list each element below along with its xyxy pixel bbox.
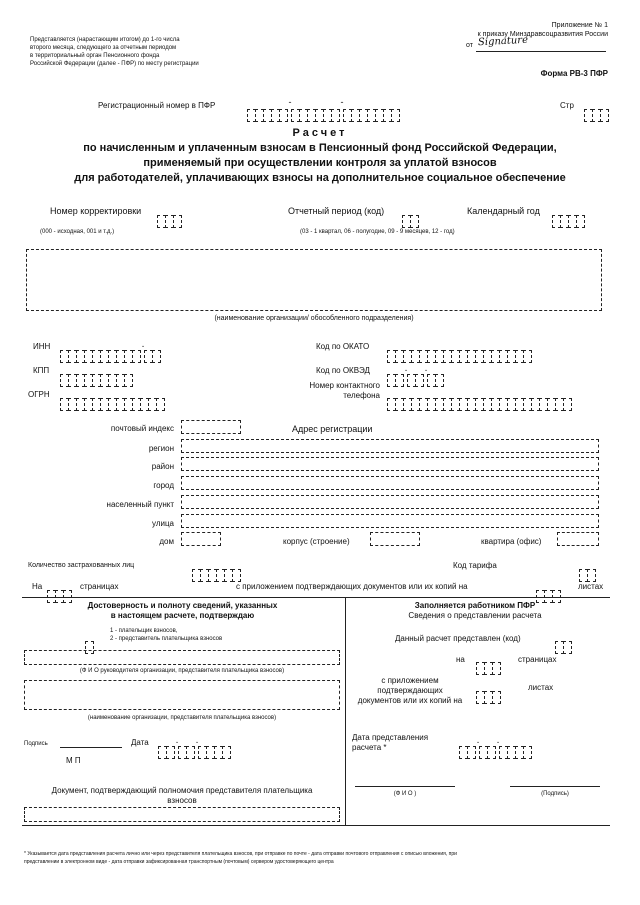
ogrn-field[interactable] bbox=[61, 385, 165, 411]
cell-group[interactable] bbox=[460, 746, 476, 759]
okved-field[interactable] bbox=[388, 361, 444, 387]
district-field[interactable] bbox=[181, 457, 599, 471]
input-cell[interactable] bbox=[410, 215, 419, 228]
cell-group[interactable] bbox=[556, 641, 572, 654]
input-cell[interactable] bbox=[492, 662, 501, 675]
year-field[interactable] bbox=[553, 202, 585, 228]
cell-group[interactable] bbox=[477, 691, 501, 704]
street-label: улица bbox=[152, 519, 174, 528]
date-underline bbox=[476, 51, 606, 52]
cell-group[interactable] bbox=[61, 398, 165, 411]
cell-group[interactable] bbox=[193, 569, 241, 582]
signature-label: Подпись bbox=[24, 741, 48, 747]
input-cell[interactable] bbox=[492, 691, 501, 704]
tariff-label: Код тарифа bbox=[453, 561, 497, 570]
building-label: корпус (строение) bbox=[283, 537, 350, 546]
separator: . bbox=[496, 735, 500, 746]
note-line: Российской Федерации (далее - ПФР) по месту регистрации bbox=[30, 61, 199, 67]
right-attachment-field[interactable] bbox=[477, 678, 501, 704]
sheets-label: листах bbox=[578, 582, 604, 591]
right-pages-field[interactable] bbox=[477, 649, 501, 675]
tariff-field[interactable] bbox=[580, 556, 596, 582]
representative-org-caption: (наименование организации, представителя плательщика взносов) bbox=[87, 715, 277, 721]
okato-field[interactable] bbox=[388, 337, 532, 363]
pfr-signature-line[interactable] bbox=[510, 786, 600, 787]
form-title bbox=[40, 126, 600, 186]
ogrn-label: ОГРН bbox=[28, 390, 50, 399]
right-attachment-line: документов или их копий на bbox=[357, 696, 463, 705]
insured-count-label: Количество застрахованных лиц bbox=[28, 562, 135, 569]
cell-group[interactable] bbox=[403, 215, 419, 228]
cell-group[interactable] bbox=[477, 662, 501, 675]
handwritten-date: Signature bbox=[477, 34, 529, 49]
sign-date-field[interactable] bbox=[159, 733, 231, 759]
input-cell[interactable] bbox=[563, 398, 572, 411]
correction-label: Номер корректировки bbox=[50, 206, 142, 216]
separator: . bbox=[195, 735, 199, 746]
input-cell[interactable] bbox=[467, 746, 476, 759]
input-cell[interactable] bbox=[576, 215, 585, 228]
cell-group[interactable] bbox=[553, 215, 585, 228]
head-fio-field[interactable] bbox=[24, 650, 340, 665]
authority-document-line: взносов bbox=[167, 796, 197, 805]
input-cell[interactable] bbox=[132, 350, 141, 363]
cell-group[interactable] bbox=[145, 350, 161, 363]
region-field[interactable] bbox=[181, 439, 599, 453]
postal-index-field[interactable] bbox=[181, 420, 241, 434]
submission-note bbox=[30, 36, 230, 68]
cell-group[interactable] bbox=[500, 746, 532, 759]
input-cell[interactable] bbox=[232, 569, 241, 582]
phone-label-line: Номер контактного bbox=[309, 381, 380, 390]
cell-group[interactable] bbox=[158, 215, 182, 228]
authority-document-line: Документ, подтверждающий полномочия представителя плательщика bbox=[51, 786, 313, 795]
okved-label: Код по ОКВЭД bbox=[316, 366, 370, 375]
input-cell[interactable] bbox=[600, 109, 609, 122]
org-name-field[interactable] bbox=[26, 249, 602, 311]
period-field[interactable] bbox=[403, 202, 419, 228]
address-title: Адрес регистрации bbox=[292, 424, 373, 434]
cell-group[interactable] bbox=[388, 398, 572, 411]
input-cell[interactable] bbox=[156, 398, 165, 411]
year-label: Календарный год bbox=[467, 206, 540, 216]
cell-group[interactable] bbox=[248, 109, 288, 122]
authority-document-label bbox=[24, 786, 340, 806]
footnote-line: представлении в электронном виде - дата отправки зафиксированная транспортным (почтовым) сервером удостоверяющего центра bbox=[24, 859, 334, 865]
house-label: дом bbox=[159, 537, 174, 546]
submission-date-field[interactable] bbox=[460, 733, 532, 759]
date-label: Дата bbox=[131, 738, 149, 747]
confirmation-title-line: Достоверность и полноту сведений, указанных bbox=[87, 601, 278, 610]
authority-document-field[interactable] bbox=[24, 807, 340, 822]
appendix-order: к приказу Минздравсоцразвития России bbox=[477, 31, 608, 38]
signer-option: 1 - плательщик взносов, bbox=[110, 628, 178, 634]
right-pages-label: страницах bbox=[518, 655, 557, 664]
locality-label: населенный пункт bbox=[106, 500, 174, 509]
right-pages-on-label: на bbox=[456, 655, 465, 664]
street-field[interactable] bbox=[181, 514, 599, 528]
correction-field[interactable] bbox=[158, 202, 182, 228]
note-line: второго месяца, следующего за отчетным периодом bbox=[30, 45, 177, 51]
form-name: Форма РВ-3 ПФР bbox=[540, 69, 608, 78]
cell-group[interactable] bbox=[199, 746, 231, 759]
phone-field[interactable] bbox=[388, 385, 572, 411]
page-number-field[interactable] bbox=[585, 96, 609, 122]
cell-group[interactable] bbox=[159, 746, 175, 759]
apartment-label: квартира (офис) bbox=[481, 537, 542, 546]
separator: . bbox=[404, 363, 408, 374]
kpp-label: КПП bbox=[33, 366, 50, 375]
head-fio-caption: (Ф И О руководителя организации, представителя плательщика взносов) bbox=[79, 668, 285, 674]
locality-field[interactable] bbox=[181, 495, 599, 509]
submission-date-label bbox=[352, 733, 428, 753]
input-cell[interactable] bbox=[391, 109, 400, 122]
right-attachment-line: подтверждающих bbox=[377, 686, 443, 695]
inn-field[interactable] bbox=[61, 337, 161, 363]
city-field[interactable] bbox=[181, 476, 599, 490]
pfr-block-title bbox=[350, 601, 600, 621]
separator: . bbox=[141, 339, 145, 350]
input-cell[interactable] bbox=[186, 746, 195, 759]
separator: . bbox=[424, 363, 428, 374]
pfr-block-title-line: Заполняется работником ПФР bbox=[414, 601, 536, 610]
separator: - bbox=[340, 97, 344, 107]
attachment-label: с приложением подтверждающих документов или их копий на bbox=[236, 582, 468, 591]
input-cell[interactable] bbox=[563, 641, 572, 654]
period-hint: (03 - 1 квартал, 06 - полугодие, 09 - 9 месяцев, 12 - год) bbox=[300, 229, 455, 235]
submitted-code-label: Данный расчет представлен (код) bbox=[395, 634, 521, 643]
title-line: по начисленным и уплаченным взносам в Пенсионный фонд Российской Федерации, bbox=[83, 142, 557, 154]
pages-on-label: На bbox=[32, 582, 43, 591]
cell-group[interactable] bbox=[292, 109, 340, 122]
separator: . bbox=[175, 735, 179, 746]
representative-org-field[interactable] bbox=[24, 680, 340, 710]
pages-count-field[interactable] bbox=[48, 577, 72, 603]
insured-count-field[interactable] bbox=[193, 556, 241, 582]
attachment-sheets-field[interactable] bbox=[537, 577, 561, 603]
separator: . bbox=[476, 735, 480, 746]
input-cell[interactable] bbox=[487, 746, 496, 759]
building-field[interactable] bbox=[370, 532, 420, 546]
submission-date-line: Дата представления bbox=[352, 733, 429, 742]
footer-divider bbox=[22, 825, 610, 826]
appendix-date-label: от bbox=[466, 42, 473, 49]
correction-hint: (000 - исходная, 001 и т.д.) bbox=[40, 229, 115, 235]
title-line: Расчет bbox=[292, 127, 348, 139]
apartment-field[interactable] bbox=[557, 532, 599, 546]
footnote bbox=[24, 850, 614, 866]
kpp-field[interactable] bbox=[61, 361, 133, 387]
input-cell[interactable] bbox=[279, 109, 288, 122]
reg-number-field[interactable] bbox=[248, 96, 400, 122]
region-label: регион bbox=[148, 444, 174, 453]
submitted-code-field[interactable] bbox=[556, 628, 572, 654]
note-line: Представляется (нарастающим итогом) до 1-го числа bbox=[30, 37, 180, 43]
note-line: в территориальный орган Пенсионного фонда bbox=[30, 53, 160, 59]
cell-group[interactable] bbox=[580, 569, 596, 582]
phone-label-line: телефона bbox=[343, 391, 380, 400]
input-cell[interactable] bbox=[152, 350, 161, 363]
phone-label bbox=[280, 381, 380, 401]
input-cell[interactable] bbox=[222, 746, 231, 759]
period-label: Отчетный период (код) bbox=[288, 206, 385, 216]
input-cell[interactable] bbox=[173, 215, 182, 228]
reg-number-label: Регистрационный номер в ПФР bbox=[98, 101, 216, 110]
cell-group[interactable] bbox=[344, 109, 400, 122]
org-name-caption: (наименование организации/ обособленного подразделения) bbox=[214, 315, 414, 322]
input-cell[interactable] bbox=[523, 746, 532, 759]
right-sheets-label: листах bbox=[528, 683, 554, 692]
section-divider bbox=[22, 597, 610, 598]
pfr-fio-line[interactable] bbox=[355, 786, 455, 787]
input-cell[interactable] bbox=[523, 350, 532, 363]
house-field[interactable] bbox=[181, 532, 221, 546]
right-attachment-line: с приложением bbox=[381, 676, 439, 685]
input-cell[interactable] bbox=[166, 746, 175, 759]
district-label: район bbox=[151, 462, 174, 471]
appendix-number: Приложение № 1 bbox=[551, 22, 608, 29]
input-cell[interactable] bbox=[331, 109, 340, 122]
city-label: город bbox=[153, 481, 174, 490]
title-line: применяемый при осуществлении контроля за уплатой взносов bbox=[143, 157, 497, 169]
signer-options bbox=[110, 627, 222, 643]
title-line: для работодателей, уплачивающих взносы на дополнительное социальное обеспечение bbox=[74, 172, 566, 184]
column-divider bbox=[345, 597, 346, 825]
submission-date-line: расчета * bbox=[352, 743, 387, 752]
cell-group[interactable] bbox=[585, 109, 609, 122]
pages-label: страницах bbox=[80, 582, 119, 591]
footnote-line: * Указывается дата представления расчета лично или через представителя плательщика взносов, при отправке по почте - дата отправки почтового отправления с описью вложения, при bbox=[24, 851, 457, 857]
okato-label: Код по ОКАТО bbox=[316, 342, 370, 351]
pfr-signature-caption: (Подпись) bbox=[541, 791, 569, 797]
signer-option: 2 - представитель плательщика взносов bbox=[110, 636, 223, 642]
confirmation-title-line: в настоящем расчете, подтверждаю bbox=[110, 611, 255, 620]
stamp-place-label: М П bbox=[66, 756, 81, 765]
pfr-block-title-line: Сведения о представлении расчета bbox=[408, 611, 542, 620]
postal-index-label: почтовый индекс bbox=[110, 424, 174, 433]
confirmation-title bbox=[30, 601, 335, 621]
page-label: Стр bbox=[560, 101, 574, 110]
pfr-fio-caption: (Ф И О ) bbox=[393, 791, 417, 797]
input-cell[interactable] bbox=[587, 569, 596, 582]
right-attachment-label bbox=[350, 676, 470, 706]
signature-line[interactable] bbox=[60, 747, 122, 748]
cell-group[interactable] bbox=[179, 746, 195, 759]
separator: - bbox=[288, 97, 292, 107]
cell-group[interactable] bbox=[480, 746, 496, 759]
inn-label: ИНН bbox=[33, 342, 51, 351]
